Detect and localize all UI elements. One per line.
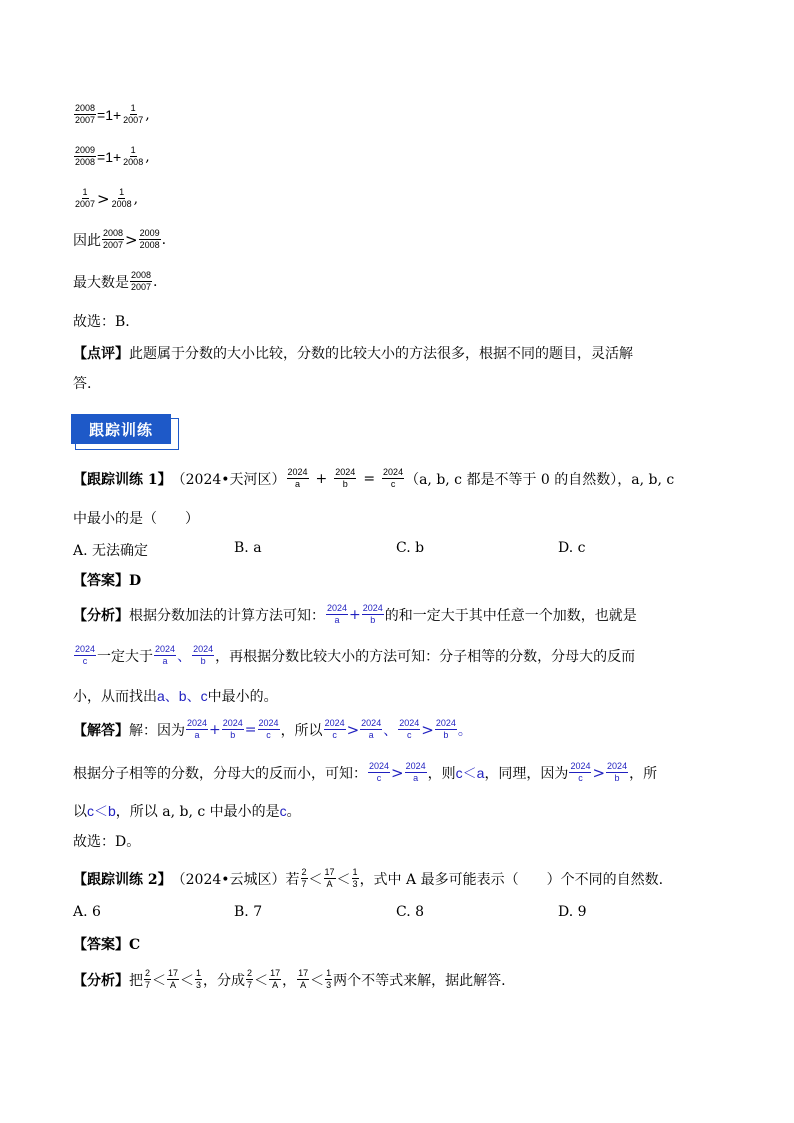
- text: .: [153, 273, 158, 290]
- text: 、: [177, 648, 192, 665]
- text: 若: [285, 871, 300, 888]
- greater-than: >: [125, 230, 138, 249]
- q2-option-c: C. 8: [396, 904, 425, 920]
- plus: +: [315, 470, 328, 487]
- less-than: ＜: [308, 871, 323, 888]
- q1-solution-line-2: [73, 761, 657, 784]
- fraction: $\frac{2009}{2008}$: [75, 145, 96, 167]
- fraction: $\frac{1}{2007}$: [75, 187, 96, 209]
- text: ，所以: [280, 722, 323, 739]
- text: 小，从而找出: [73, 689, 157, 705]
- q1-option-b: B. a: [234, 540, 262, 556]
- q1-analysis-line-1: [73, 603, 637, 626]
- q1-answer: 【答案】D: [73, 573, 142, 589]
- fraction: $\frac{2024}{b}$: [335, 467, 356, 489]
- greater-than: >: [346, 720, 360, 739]
- text: 根据分数加法的计算方法可知：: [129, 607, 325, 624]
- q2-option-a: A. 6: [73, 904, 101, 920]
- text: a、b、c: [157, 688, 208, 704]
- fraction: $\frac{2}{7}$: [301, 867, 307, 889]
- text: ，再根据分数比较大小的方法可知：分子相等的分数，分母大的反而: [215, 648, 636, 665]
- fraction: $\frac{2024}{b}$: [435, 718, 456, 740]
- q1-option-c: C. b: [396, 540, 425, 556]
- section-banner: [71, 414, 177, 448]
- fraction: $\frac{2024}{a}$: [361, 718, 382, 740]
- q1-option-d: D. c: [558, 540, 586, 556]
- analysis-tag: 【分析】: [73, 972, 129, 989]
- text: 解：因为: [129, 722, 185, 739]
- banner-title: 跟踪训练: [71, 414, 171, 444]
- equation-line-3: [73, 187, 138, 210]
- solution-tag: 【解答】: [73, 722, 129, 739]
- text: 最大数是: [73, 274, 129, 291]
- q2-tag: 【跟踪训练 2】: [73, 871, 172, 888]
- fraction: $\frac{2024}{a}$: [287, 467, 308, 489]
- fraction: $\frac{2024}{c}$: [75, 644, 96, 666]
- fraction: $\frac{2024}{c}$: [258, 718, 279, 740]
- text: 此题属于分数的大小比较，分数的比较大小的方法很多，根据不同的题目，灵活解: [129, 346, 633, 362]
- text: ,: [133, 190, 139, 207]
- q1-option-a: A. 无法确定: [73, 543, 149, 559]
- fraction: $\frac{1}{2007}$: [123, 103, 144, 125]
- fraction: $\frac{2024}{a}$: [155, 644, 176, 666]
- text: 。: [286, 804, 301, 820]
- fraction: $\frac{17}{A}$: [168, 968, 179, 990]
- q2-option-b: B. 7: [234, 904, 263, 920]
- fraction: $\frac{2009}{2008}$: [139, 228, 160, 250]
- analysis-tag: 【分析】: [73, 607, 129, 624]
- fraction: $\frac{2}{7}$: [145, 968, 151, 990]
- comment-line-1: [73, 343, 633, 363]
- text: =1+: [97, 148, 122, 165]
- plus: +: [349, 606, 361, 623]
- q1-tag: 【跟踪训练 1】: [73, 471, 172, 488]
- text: ，所: [629, 765, 658, 782]
- text: 以: [73, 804, 87, 820]
- text: 两个不等式来解，据此解答.: [333, 972, 506, 989]
- fraction: $\frac{2024}{b}$: [607, 761, 628, 783]
- choose-line-1: 故选：B.: [73, 314, 130, 330]
- text: 的和一定大于其中任意一个加数，也就是: [384, 607, 637, 624]
- equals: =: [363, 470, 376, 487]
- fraction: $\frac{17}{A}$: [270, 968, 281, 990]
- text: ，同理，因为: [484, 765, 569, 782]
- text: 根据分子相等的分数，分母大的反而小，可知：: [73, 765, 367, 782]
- greater-than: >: [391, 763, 404, 782]
- q1-source: （2024•天河区）: [171, 471, 286, 488]
- fraction: $\frac{2008}{2007}$: [103, 228, 124, 250]
- fraction: $\frac{2024}{c}$: [570, 761, 591, 783]
- text: ,: [145, 148, 150, 165]
- text: ，式中 A 最多可能表示（ ）个不同的自然数.: [359, 871, 664, 888]
- less-than: ＜: [310, 972, 325, 989]
- fraction: $\frac{2008}{2007}$: [131, 270, 152, 292]
- q1-analysis-line-2: [73, 644, 635, 667]
- fraction: $\frac{1}{2008}$: [111, 187, 132, 209]
- fraction: $\frac{2024}{a}$: [187, 718, 208, 740]
- fraction: $\frac{2024}{c}$: [383, 467, 404, 489]
- q1-line-2: 中最小的是（ ）: [73, 511, 199, 527]
- text: 因此: [73, 232, 101, 249]
- fraction: $\frac{2024}{b}$: [222, 718, 243, 740]
- fraction: $\frac{2024}{c}$: [324, 718, 345, 740]
- comment-line-2: 答.: [73, 376, 92, 392]
- q1-analysis-line-3: [73, 686, 278, 706]
- less-than: ＜: [180, 972, 195, 989]
- q1-solution-line-3: [73, 801, 301, 821]
- q2-line-1: [73, 867, 663, 890]
- greater-than: >: [97, 189, 110, 208]
- equation-line-4: [73, 228, 166, 251]
- text: .: [161, 231, 167, 248]
- fraction: $\frac{2024}{a}$: [327, 603, 348, 625]
- text: c＜b: [87, 803, 116, 819]
- less-than: ＜: [254, 972, 269, 989]
- text: 。: [457, 722, 472, 739]
- fraction: $\frac{17}{A}$: [324, 867, 335, 889]
- fraction: $\frac{2024}{c}$: [369, 761, 390, 783]
- q2-option-d: D. 9: [558, 904, 587, 920]
- text: ，所以 a, b, c 中最小的是: [115, 804, 280, 820]
- equals: =: [244, 721, 257, 738]
- comment-tag: 【点评】: [73, 346, 129, 362]
- q1-solution-line-1: [73, 718, 472, 741]
- fraction: $\frac{2024}{c}$: [399, 718, 420, 740]
- fraction: $\frac{2008}{2007}$: [75, 103, 96, 125]
- q2-analysis-line: [73, 968, 506, 991]
- text: c＜a: [455, 764, 485, 781]
- greater-than: >: [592, 763, 606, 782]
- text: ，则: [427, 765, 456, 782]
- fraction: $\frac{1}{3}$: [352, 867, 358, 889]
- text: 、: [383, 722, 398, 739]
- plus: +: [209, 721, 221, 738]
- fraction: $\frac{2024}{a}$: [405, 761, 426, 783]
- equation-line-2: [73, 145, 150, 168]
- less-than: ＜: [336, 871, 351, 888]
- text: 一定大于: [97, 648, 154, 665]
- fraction: $\frac{17}{A}$: [298, 968, 309, 990]
- text: 把: [129, 972, 143, 989]
- equation-line-5: [73, 270, 157, 293]
- equation-line-1: [73, 103, 150, 126]
- q2-source: （2024•云城区）: [171, 871, 286, 888]
- less-than: ＜: [152, 972, 167, 989]
- text: （a, b, c 都是不等于 0 的自然数），a, b, c: [405, 471, 675, 488]
- text: =1+: [97, 106, 122, 123]
- text: 中最小的。: [207, 689, 278, 705]
- text: ，分成: [203, 972, 246, 989]
- text: c: [279, 803, 287, 819]
- fraction: $\frac{1}{3}$: [196, 968, 202, 990]
- q1-choose: 故选：D。: [73, 834, 141, 850]
- fraction: $\frac{1}{2008}$: [123, 145, 144, 167]
- fraction: $\frac{2}{7}$: [247, 968, 253, 990]
- greater-than: >: [421, 720, 434, 739]
- text: ,: [145, 106, 150, 123]
- fraction: $\frac{1}{3}$: [326, 968, 332, 990]
- fraction: $\frac{2024}{b}$: [193, 644, 214, 666]
- q1-line-1: [73, 467, 674, 490]
- fraction: $\frac{2024}{b}$: [362, 603, 383, 625]
- text: ，: [282, 972, 297, 989]
- q2-answer: 【答案】C: [73, 937, 141, 953]
